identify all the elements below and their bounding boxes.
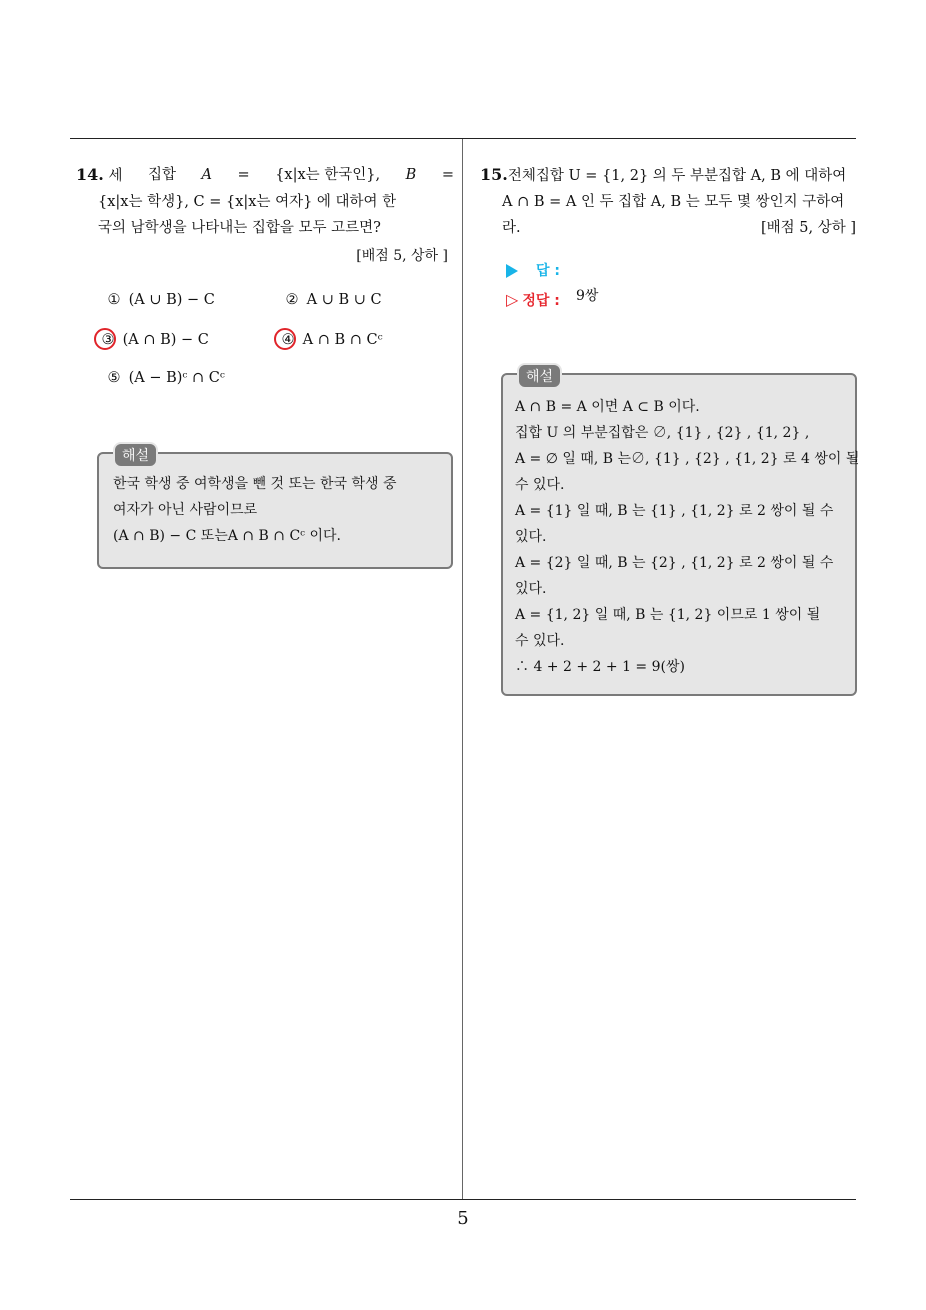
choice-2[interactable]	[282, 292, 382, 308]
choice-3[interactable]	[98, 332, 209, 348]
q15-explanation-body	[503, 375, 860, 680]
explanation-line: 여자가 아닌 사람이므로	[113, 502, 258, 518]
choice-5[interactable]	[104, 370, 225, 386]
q14-line-2: {x|x는 학생}, C = {x|x는 여자} 에 대하여 한	[98, 194, 397, 210]
q15-text: 라.	[502, 220, 521, 236]
choice-text: (A − B)ᶜ ∩ Cᶜ	[128, 370, 225, 386]
correct-answer-row	[506, 290, 560, 320]
choice-text: (A ∩ B) − C	[122, 332, 209, 348]
explanation-line: 수 있다.	[515, 477, 565, 493]
explanation-line: 수 있다.	[515, 633, 565, 649]
q14-score: [배점 5, 상하 ]	[356, 248, 448, 264]
top-rule	[70, 138, 856, 139]
explanation-line: 한국 학생 중 여학생을 뺀 것 또는 한국 학생 중	[113, 476, 397, 492]
correct-answer-label: 정답 :	[522, 293, 560, 309]
q14-word: 집합	[147, 167, 176, 183]
q15-text: 전체집합 U = {1, 2} 의 두 부분집합 A, B 에 대하여	[507, 168, 847, 184]
q14-word: {x|x는 한국인},	[275, 167, 381, 183]
explanation-line: 있다.	[515, 581, 547, 597]
q14-word: =	[441, 167, 454, 183]
explanation-line: (A ∩ B) − C 또는A ∩ B ∩ Cᶜ 이다.	[113, 528, 341, 544]
choice-number: ④	[281, 332, 295, 348]
q15-line-3	[480, 215, 858, 241]
q15-answer-area	[506, 260, 560, 320]
choice-number: ②	[285, 292, 299, 308]
q14-line-1	[76, 162, 454, 189]
explanation-line: 집합 U 의 부분집합은 ∅, {1} , {2} , {1, 2} ,	[515, 425, 810, 441]
explanation-line: ∴ 4 + 2 + 2 + 1 = 9(쌍)	[515, 659, 685, 675]
outline-triangle-icon: ▷	[506, 290, 519, 309]
correct-answer-value: 9쌍	[576, 288, 599, 304]
q15-score: [배점 5, 상하 ]	[760, 220, 856, 236]
q14-explanation-box	[97, 448, 453, 569]
choice-number: ③	[101, 332, 115, 348]
bottom-rule	[70, 1199, 856, 1200]
q14-word: 세	[108, 168, 123, 184]
q14-explanation-body	[99, 454, 451, 549]
q15-number: 15.	[480, 165, 508, 184]
q14-word: =	[237, 167, 250, 183]
q14-line-3: 국의 남학생을 나타내는 집합을 모두 고르면?	[98, 220, 381, 236]
column-divider	[462, 139, 463, 1200]
choice-text: (A ∪ B) − C	[128, 292, 215, 308]
question-14	[76, 162, 454, 269]
q14-number: 14.	[76, 165, 104, 184]
choice-text: A ∩ B ∩ Cᶜ	[302, 332, 383, 348]
question-15	[480, 162, 858, 241]
choice-number: ①	[107, 292, 121, 308]
explanation-line: A = {1, 2} 일 때, B 는 {1, 2} 이므로 1 쌍이 될	[515, 607, 821, 623]
q15-line-1	[480, 162, 858, 189]
page-number: 5	[457, 1208, 469, 1229]
explanation-line: A ∩ B = A 이면 A ⊂ B 이다.	[515, 399, 700, 415]
filled-triangle-icon	[506, 264, 518, 278]
q14-word: A	[201, 167, 212, 183]
explanation-tag: 해설	[113, 442, 158, 468]
answer-label: 답 :	[536, 263, 560, 279]
q15-explanation-box	[501, 369, 860, 696]
explanation-line: 있다.	[515, 529, 547, 545]
explanation-line: A = ∅ 일 때, B 는∅, {1} , {2} , {1, 2} 로 4 쌍이 될	[515, 451, 860, 467]
q15-line-2: A ∩ B = A 인 두 집합 A, B 는 모두 몇 쌍인지 구하여	[502, 194, 845, 210]
choice-4[interactable]	[278, 332, 383, 348]
choice-number: ⑤	[107, 370, 121, 386]
q14-word: B	[405, 167, 417, 183]
choice-1[interactable]	[104, 292, 215, 308]
explanation-line: A = {1} 일 때, B 는 {1} , {1, 2} 로 2 쌍이 될 수	[515, 503, 834, 519]
choice-text: A ∪ B ∪ C	[306, 292, 382, 308]
explanation-tag: 해설	[517, 363, 562, 389]
explanation-line: A = {2} 일 때, B 는 {2} , {1, 2} 로 2 쌍이 될 수	[515, 555, 834, 571]
answer-row	[506, 260, 560, 290]
